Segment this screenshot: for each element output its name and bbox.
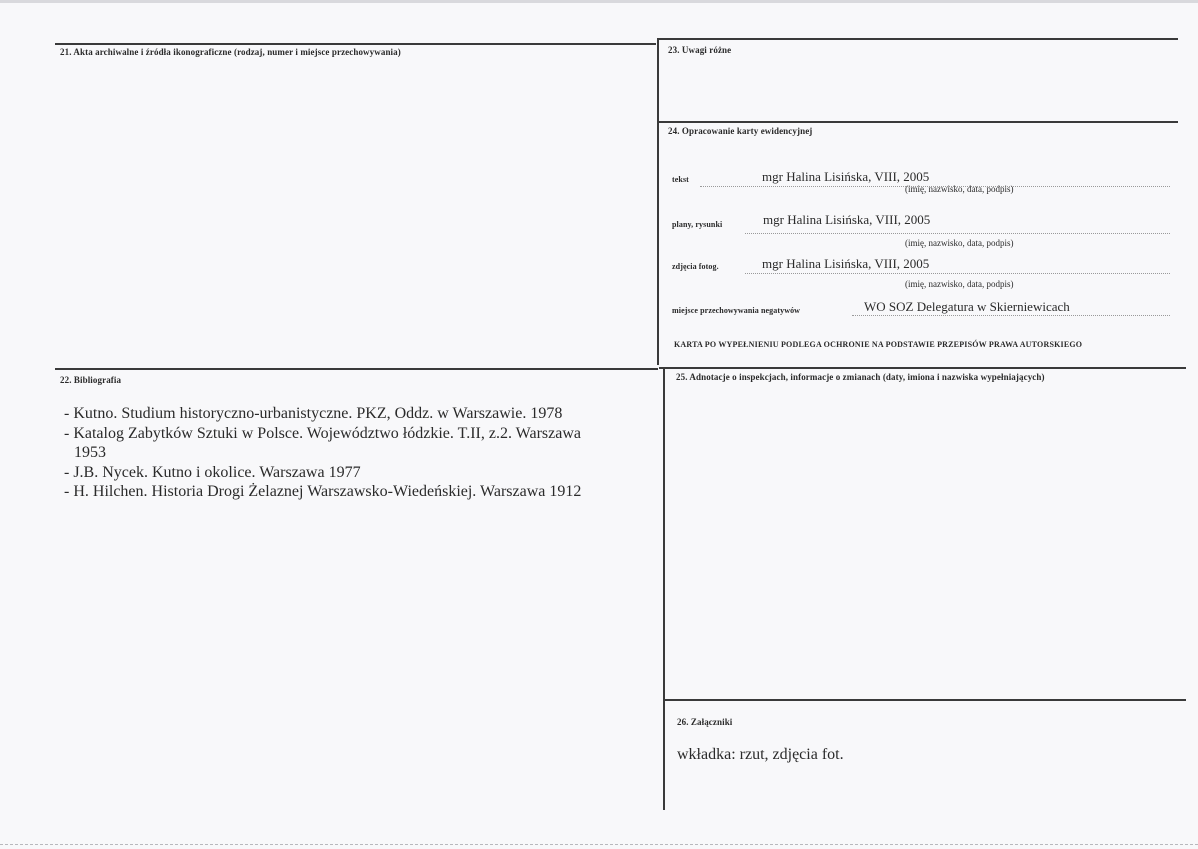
bibliography-list bbox=[64, 404, 644, 502]
section-22-title: 22. Bibliografia bbox=[60, 375, 122, 385]
row-value-zdjecia: mgr Halina Lisińska, VIII, 2005 bbox=[762, 256, 930, 271]
card-top-edge bbox=[0, 0, 1198, 3]
row-line-zdjecia bbox=[745, 273, 1170, 274]
card-bottom-edge bbox=[0, 844, 1198, 847]
rule-top-right bbox=[659, 38, 1178, 40]
negatives-label: miejsce przechowywania negatywów bbox=[672, 306, 801, 315]
row-hint-plany: (imię, nazwisko, data, podpis) bbox=[905, 238, 1014, 248]
bibliography-item: - Kutno. Studium historyczno-urbanistyczne. PKZ, Oddz. w Warszawie. 1978 bbox=[64, 405, 563, 422]
row-line-plany bbox=[745, 233, 1170, 234]
row-label-tekst: tekst bbox=[672, 175, 689, 184]
rule-vertical-upper bbox=[657, 38, 659, 365]
copyright-notice: KARTA PO WYPEŁNIENIU PODLEGA OCHRONIE NA PODSTAWIE PRZEPISÓW PRAWA AUTORSKIEGO bbox=[674, 340, 1083, 349]
row-value-tekst: mgr Halina Lisińska, VIII, 2005 bbox=[762, 169, 930, 184]
section-25-title: 25. Adnotacje o inspekcjach, informacje o zmianach (daty, imiona i nazwiska wypełniających) bbox=[676, 372, 1045, 382]
section-24-title: 24. Opracowanie karty ewidencyjnej bbox=[668, 126, 813, 136]
negatives-value: WO SOZ Delegatura w Skierniewicach bbox=[864, 299, 1070, 314]
attachments-value: wkładka: rzut, zdjęcia fot. bbox=[677, 746, 844, 763]
rule-middle-left bbox=[55, 368, 658, 370]
negatives-line bbox=[852, 315, 1170, 316]
rule-26-top bbox=[665, 699, 1186, 701]
rule-top-left bbox=[55, 43, 656, 45]
rule-24-top bbox=[659, 121, 1178, 123]
row-hint-tekst: (imię, nazwisko, data, podpis) bbox=[905, 184, 1014, 194]
section-23-title: 23. Uwagi różne bbox=[668, 45, 732, 55]
row-label-zdjecia: zdjęcia fotog. bbox=[672, 262, 719, 271]
section-26-title: 26. Załączniki bbox=[677, 717, 733, 727]
rule-vertical-lower bbox=[663, 368, 665, 810]
row-hint-zdjecia: (imię, nazwisko, data, podpis) bbox=[905, 279, 1014, 289]
row-value-plany: mgr Halina Lisińska, VIII, 2005 bbox=[763, 212, 931, 227]
rule-middle-right bbox=[659, 367, 1186, 369]
bibliography-item: - J.B. Nycek. Kutno i okolice. Warszawa 1977 bbox=[64, 463, 361, 481]
bibliography-item: - Katalog Zabytków Sztuki w Polsce. Województwo łódzkie. T.II, z.2. Warszawa bbox=[64, 424, 581, 442]
bibliography-item-continuation: 1953 bbox=[74, 444, 106, 461]
row-label-plany: plany, rysunki bbox=[672, 220, 723, 229]
bibliography-item: - H. Hilchen. Historia Drogi Żelaznej Warszawsko-Wiedeńskiej. Warszawa 1912 bbox=[64, 483, 582, 500]
section-21-title: 21. Akta archiwalne i źródła ikonograficzne (rodzaj, numer i miejsce przechowywania) bbox=[60, 47, 401, 57]
